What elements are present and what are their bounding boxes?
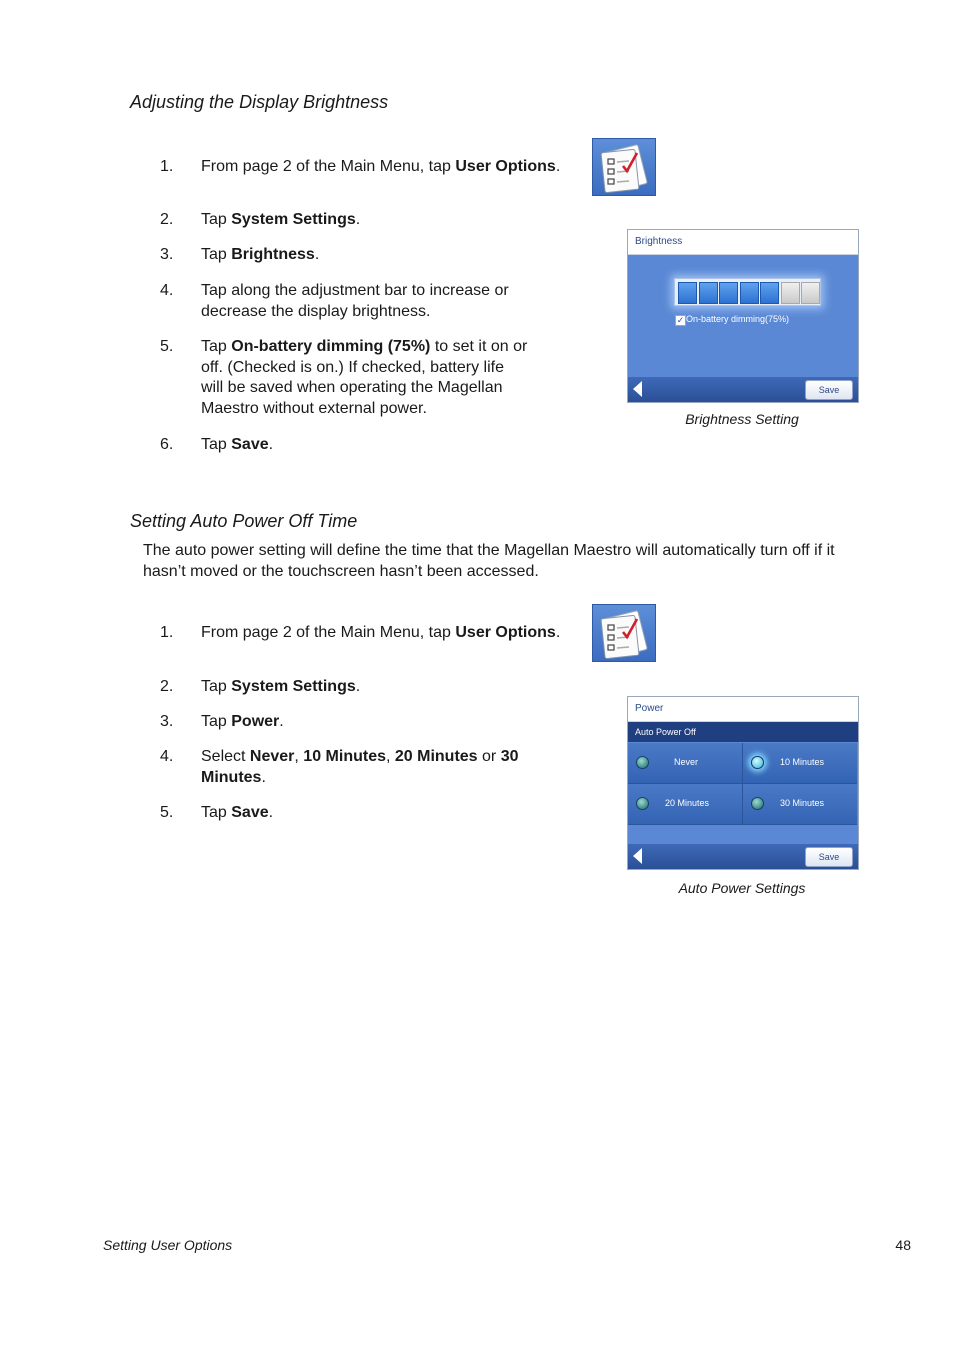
step-text: Tap <box>201 713 232 730</box>
checkbox-label: On-battery dimming(75%) <box>686 314 790 324</box>
screen-bottom-bar <box>628 377 858 402</box>
option-label: Never <box>674 757 699 767</box>
step-text: decrease the display brightness. <box>201 302 431 320</box>
step-text: . <box>279 713 284 730</box>
brightness-segment[interactable] <box>781 282 800 304</box>
step-emphasis: System Settings <box>231 678 356 695</box>
step-number: 1. <box>160 158 174 175</box>
caption-auto-power: Auto Power Settings <box>678 880 806 896</box>
screen-title: Power <box>628 697 858 722</box>
step-text: Tap <box>201 246 232 263</box>
step-emphasis: 10 Minutes <box>303 748 386 765</box>
step-number: 4. <box>160 282 174 299</box>
step-1 <box>160 157 600 179</box>
option-30-minutes[interactable] <box>743 784 857 825</box>
step-text: . <box>555 624 561 641</box>
step-text: . <box>314 246 320 263</box>
power-screen <box>627 696 859 870</box>
screen-bottom-bar <box>628 844 858 869</box>
step-text: . <box>268 436 274 453</box>
intro-line: hasn’t moved or the touchscreen hasn’t been accessed. <box>143 563 539 580</box>
brightness-segment[interactable] <box>760 282 779 304</box>
step-number: 2. <box>160 678 174 695</box>
step-text: to set it on or <box>430 338 528 355</box>
page-number: 48 <box>895 1237 911 1253</box>
radio-10-minutes[interactable] <box>751 756 764 769</box>
step-number: 6. <box>160 436 174 453</box>
option-20-minutes[interactable] <box>628 784 743 825</box>
step-3 <box>160 712 600 734</box>
step-text: Select <box>201 748 250 765</box>
step-text: Tap along the adjustment bar to increase or <box>201 282 509 299</box>
step-number: 3. <box>160 713 174 730</box>
step-text: off. (Checked is on.) If checked, battery life <box>201 358 504 376</box>
step-text: . <box>268 804 274 821</box>
step-emphasis: Save <box>231 804 269 821</box>
radio-20-minutes[interactable] <box>636 797 649 810</box>
brightness-segment[interactable] <box>719 282 738 304</box>
step-text: . <box>555 158 561 175</box>
step-2 <box>160 210 600 232</box>
section-heading-brightness: Adjusting the Display Brightness <box>130 92 389 112</box>
auto-power-off-header: Auto Power Off <box>628 722 858 742</box>
brightness-segment[interactable] <box>678 282 697 304</box>
caption-brightness: Brightness Setting <box>685 411 799 427</box>
step-emphasis: Never <box>249 748 295 765</box>
user-options-icon <box>592 604 656 662</box>
intro-paragraph <box>143 540 923 582</box>
step-emphasis: 20 Minutes <box>394 748 478 765</box>
step-text: From page 2 of the Main Menu, tap <box>201 158 456 175</box>
step-1 <box>160 623 600 645</box>
step-5 <box>160 337 600 421</box>
step-text: Tap <box>201 678 232 695</box>
back-arrow-icon[interactable] <box>633 848 642 864</box>
step-number: 4. <box>160 748 174 765</box>
step-text: . <box>261 768 266 786</box>
step-emphasis: Save <box>231 436 269 453</box>
save-button[interactable]: Save <box>805 847 853 867</box>
step-number: 2. <box>160 211 174 228</box>
step-emphasis: 30 <box>500 748 519 765</box>
step-text: Maestro without external power. <box>201 399 427 417</box>
step-text: From page 2 of the Main Menu, tap <box>201 624 456 641</box>
step-text: or <box>477 748 501 765</box>
step-emphasis: Power <box>231 713 280 730</box>
screen-title: Brightness <box>628 230 858 255</box>
step-text: Tap <box>201 211 232 228</box>
step-number: 3. <box>160 246 174 263</box>
step-2 <box>160 677 600 699</box>
step-emphasis: System Settings <box>231 211 356 228</box>
step-emphasis: Minutes <box>201 768 262 786</box>
intro-line: The auto power setting will define the time that the Magellan Maestro will automatically turn off if it <box>143 542 835 559</box>
option-label: 30 Minutes <box>780 798 825 808</box>
step-emphasis: User Options <box>455 158 556 175</box>
step-text: Tap <box>201 436 232 453</box>
radio-never[interactable] <box>636 756 649 769</box>
option-label: 20 Minutes <box>665 798 710 808</box>
step-text: Tap <box>201 804 232 821</box>
step-text: , <box>385 748 395 765</box>
option-label: 10 Minutes <box>780 757 825 767</box>
brightness-segment[interactable] <box>801 282 820 304</box>
step-emphasis: On-battery dimming (75%) <box>231 338 431 355</box>
user-options-icon <box>592 138 656 196</box>
step-6 <box>160 435 600 457</box>
brightness-screen <box>627 229 859 403</box>
save-button[interactable]: Save <box>805 380 853 400</box>
section-heading-auto-power: Setting Auto Power Off Time <box>130 511 358 531</box>
brightness-bar[interactable] <box>674 278 821 306</box>
brightness-segment[interactable] <box>699 282 718 304</box>
step-number: 5. <box>160 338 174 355</box>
step-number: 1. <box>160 624 174 641</box>
back-arrow-icon[interactable] <box>633 381 642 397</box>
step-4 <box>160 747 600 789</box>
step-emphasis: Brightness <box>231 246 315 263</box>
step-number: 5. <box>160 804 174 821</box>
step-text: . <box>355 211 361 228</box>
radio-30-minutes[interactable] <box>751 797 764 810</box>
step-5 <box>160 803 600 825</box>
option-never[interactable] <box>628 743 743 784</box>
step-3 <box>160 245 600 267</box>
step-emphasis: User Options <box>455 624 556 641</box>
step-4 <box>160 281 600 323</box>
on-battery-dimming-checkbox[interactable]: ✓ <box>676 315 685 325</box>
step-text: will be saved when operating the Magellan <box>201 379 503 396</box>
footer-section-name: Setting User Options <box>103 1237 233 1253</box>
step-text: Tap <box>201 338 232 355</box>
step-text: . <box>355 678 361 695</box>
brightness-segment[interactable] <box>740 282 759 304</box>
step-text: , <box>294 748 304 765</box>
option-10-minutes[interactable] <box>743 743 857 784</box>
